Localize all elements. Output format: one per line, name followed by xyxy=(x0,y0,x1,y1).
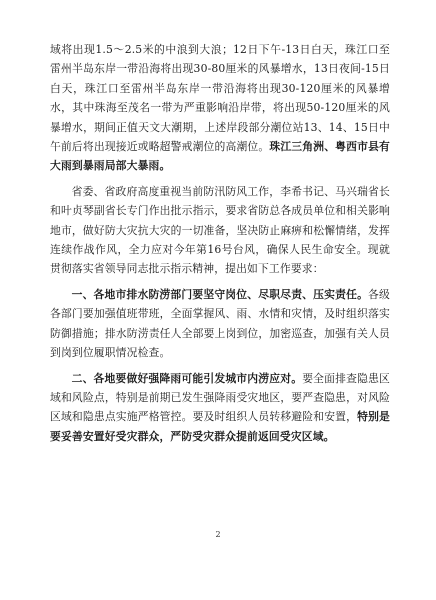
paragraph-storm-surge xyxy=(50,40,390,176)
leadership-instructions-text: 省委、省政府高度重视当前防汛防风工作，李希书记、马兴瑞省长和叶贞琴副省长专门作出批示指示，要求省防总各成员单位和相关影响地市，做好防大灾抗大灾的一切准备，坚决防止麻痹和松懈情绪，发挥连续作战作风，全力应对今年第16号台风，确保人民生命安全。现就贯彻落实省领导同志批示指示精神，提出如下工作要求： xyxy=(50,184,390,276)
requirement-one-text: 各级各部门要加强值班带班，全面掌握风、雨、水情和灾情，及时组织落实防御措施；排水防涝责任人全部要上岗到位，加密巡查，加强有关人员到岗到位履职情况检查。 xyxy=(50,287,390,360)
page-number: 2 xyxy=(215,530,221,539)
storm-surge-rainfall-note: 珠江三角洲、粤西市县有大雨到暴雨局部大暴雨。 xyxy=(50,140,391,173)
paragraph-requirement-one xyxy=(50,285,390,363)
paragraph-leadership-instructions xyxy=(50,182,390,279)
paragraph-requirement-two xyxy=(50,369,390,447)
requirement-two-heading: 二、各地要做好强降雨可能引发城市内涝应对。 xyxy=(71,371,303,385)
storm-surge-text: 域将出现1.5～2.5米的中浪到大浪；12日下午-13日白天，珠江口至雷州半岛东岸一带沿海将出现30-80厘米的风暴增水，13日夜间-15日白天，珠江口至雷州半岛东岸一带沿海将出现30-120厘米的风暴增水，其中珠海至茂名一带为严重影响沿岸带，将出现50-120厘米的风暴增水，期间正值天文大潮期，上述岸段部分潮位站13、14、15日中午前后将出现接近或略超警戒潮位的高潮位。 xyxy=(50,43,390,154)
requirement-two-text: 要全面排查隐患区域和风险点，特别是前期已发生强降雨受灾地区，要严查隐患，对风险区域和隐患点实施严格管控。要及时组织人员转移避险和安置， xyxy=(50,371,390,424)
requirement-two-emphasis: 特别是要妥善安置好受灾群众，严防受灾群众提前返回受灾区域。 xyxy=(50,410,390,443)
requirement-one-heading: 一、各地市排水防涝部门要坚守岗位、尽职尽责、压实责任。 xyxy=(71,287,369,301)
